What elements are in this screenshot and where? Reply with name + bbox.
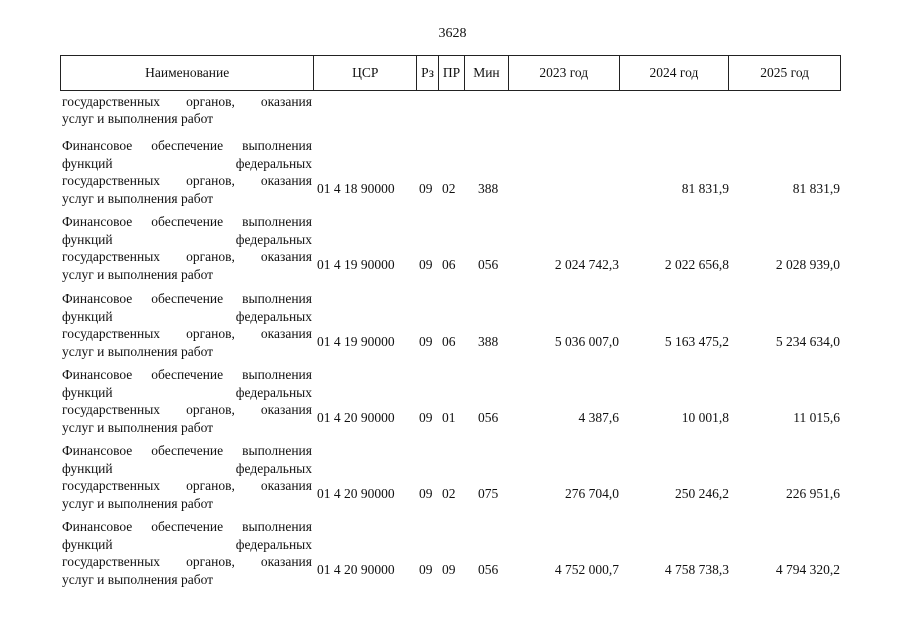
row-2025: 4 794 320,2 — [775, 562, 840, 577]
table-header — [60, 55, 841, 91]
row-min: 388 — [478, 334, 499, 349]
continued-line-2: услуг и выполнения работ — [62, 111, 214, 126]
row-2023: 4 387,6 — [578, 410, 619, 425]
row-name-line: услуг и выполнения работ — [62, 571, 214, 587]
row-name-line: государственных органов, оказания — [62, 402, 312, 417]
header-csr: ЦСР — [314, 56, 417, 90]
row-name-line: функций федеральных — [62, 308, 312, 324]
table-row — [0, 518, 905, 588]
row-2025: 2 028 939,0 — [775, 257, 840, 272]
row-name-line: функций федеральных — [62, 231, 312, 247]
row-csr: 01 4 20 90000 — [317, 486, 395, 501]
header-name: Наименование — [61, 56, 314, 90]
row-2024: 2 022 656,8 — [664, 257, 729, 272]
row-name-line: услуг и выполнения работ — [62, 343, 214, 359]
row-min: 056 — [478, 562, 499, 577]
row-name-line: государственных органов, оказания — [62, 326, 312, 341]
table-row — [0, 366, 905, 436]
row-name — [62, 137, 312, 207]
row-2024: 10 001,8 — [681, 410, 729, 425]
row-2024: 81 831,9 — [681, 181, 729, 196]
row-name-line: услуг и выполнения работ — [62, 419, 214, 435]
header-2024: 2024 год — [620, 56, 730, 90]
row-rz: 09 — [419, 486, 433, 501]
row-csr: 01 4 20 90000 — [317, 562, 395, 577]
row-name — [62, 518, 312, 588]
row-2024: 250 246,2 — [675, 486, 729, 501]
row-rz: 09 — [419, 410, 433, 425]
row-2023: 2 024 742,3 — [554, 257, 619, 272]
header-min: Мин — [465, 56, 509, 90]
table-row — [0, 213, 905, 283]
row-name-line: Финансовое обеспечение выполнения — [62, 138, 312, 153]
row-name-line: функций федеральных — [62, 536, 312, 552]
row-name — [62, 290, 312, 360]
row-min: 056 — [478, 257, 499, 272]
row-name-line: услуг и выполнения работ — [62, 266, 214, 282]
row-min: 388 — [478, 181, 499, 196]
row-name-line: функций федеральных — [62, 155, 312, 171]
row-name — [62, 213, 312, 283]
continued-line-1: государственных органов, оказания — [62, 94, 312, 109]
row-name-line: государственных органов, оказания — [62, 554, 312, 569]
row-name-line: функций федеральных — [62, 384, 312, 400]
row-csr: 01 4 19 90000 — [317, 334, 395, 349]
row-name-line: услуг и выполнения работ — [62, 495, 214, 511]
row-2023: 276 704,0 — [565, 486, 619, 501]
row-pr: 09 — [442, 562, 456, 577]
row-csr: 01 4 19 90000 — [317, 257, 395, 272]
table-row — [0, 290, 905, 360]
row-csr: 01 4 18 90000 — [317, 181, 395, 196]
table-row — [0, 442, 905, 512]
row-rz: 09 — [419, 181, 433, 196]
row-pr: 06 — [442, 334, 456, 349]
row-name-line: услуг и выполнения работ — [62, 190, 214, 206]
row-name-line: государственных органов, оказания — [62, 249, 312, 264]
row-name-line: Финансовое обеспечение выполнения — [62, 367, 312, 382]
row-2024: 4 758 738,3 — [664, 562, 729, 577]
row-name-line: государственных органов, оказания — [62, 173, 312, 188]
continued-row-name — [62, 93, 312, 127]
row-name-line: Финансовое обеспечение выполнения — [62, 214, 312, 229]
row-2025: 5 234 634,0 — [775, 334, 840, 349]
row-2025: 11 015,6 — [793, 410, 840, 425]
row-rz: 09 — [419, 257, 433, 272]
page-number: 3628 — [438, 26, 467, 41]
row-rz: 09 — [419, 334, 433, 349]
row-min: 075 — [478, 486, 499, 501]
row-name-line: Финансовое обеспечение выполнения — [62, 291, 312, 306]
row-2023: 5 036 007,0 — [554, 334, 619, 349]
table-row — [0, 137, 905, 207]
row-2024: 5 163 475,2 — [664, 334, 729, 349]
row-csr: 01 4 20 90000 — [317, 410, 395, 425]
row-name — [62, 366, 312, 436]
row-2025: 81 831,9 — [792, 181, 840, 196]
header-pr: ПР — [439, 56, 465, 90]
row-name — [62, 442, 312, 512]
row-name-line: функций федеральных — [62, 460, 312, 476]
row-pr: 02 — [442, 181, 456, 196]
row-name-line: Финансовое обеспечение выполнения — [62, 519, 312, 534]
row-min: 056 — [478, 410, 499, 425]
header-rz: Рз — [417, 56, 439, 90]
row-pr: 06 — [442, 257, 456, 272]
row-pr: 01 — [442, 410, 456, 425]
header-2023: 2023 год — [509, 56, 620, 90]
row-rz: 09 — [419, 562, 433, 577]
row-name-line: государственных органов, оказания — [62, 478, 312, 493]
header-2025: 2025 год — [760, 65, 810, 80]
row-2025: 226 951,6 — [786, 486, 840, 501]
row-pr: 02 — [442, 486, 456, 501]
row-2023: 4 752 000,7 — [554, 562, 619, 577]
row-name-line: Финансовое обеспечение выполнения — [62, 443, 312, 458]
